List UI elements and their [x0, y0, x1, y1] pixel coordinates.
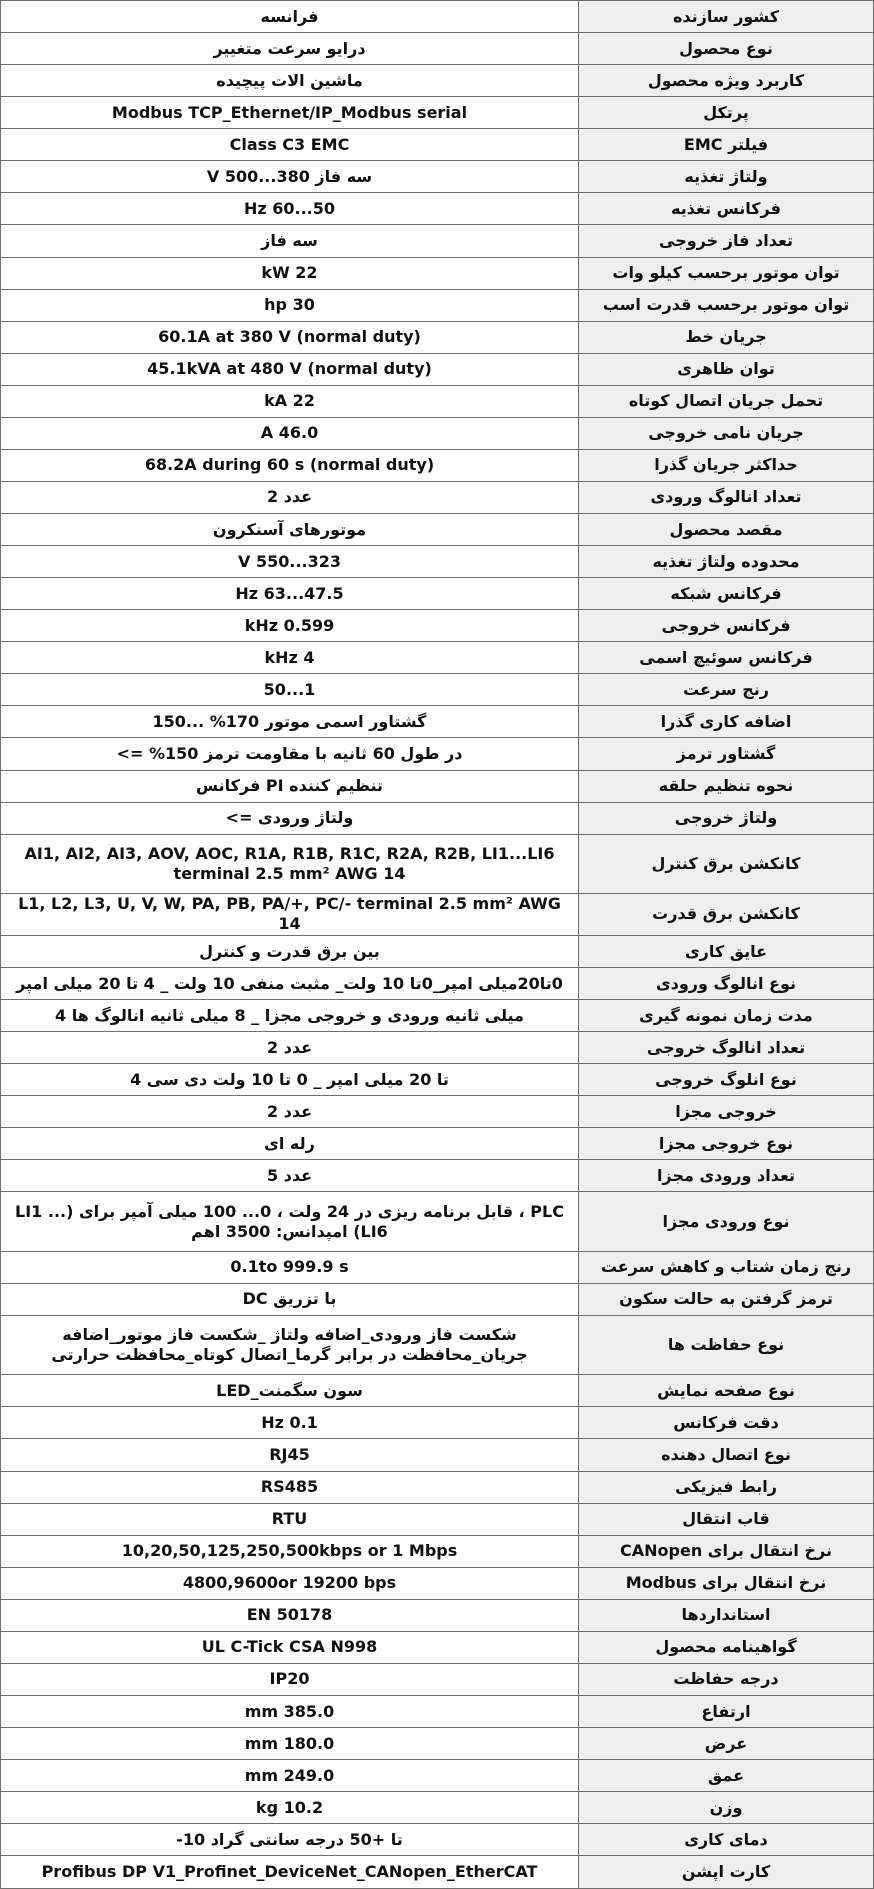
- spec-value: 10.2 kg: [1, 1792, 579, 1824]
- spec-key: نحوه تنظیم حلقه: [579, 770, 874, 802]
- spec-row: [1, 1824, 874, 1856]
- spec-key: نوع حفاظت ها: [579, 1315, 874, 1374]
- spec-key: کانکشن برق قدرت: [579, 894, 874, 936]
- spec-value: 60.1A at 380 V (normal duty): [1, 321, 579, 353]
- spec-row: [1, 1251, 874, 1283]
- spec-key: دقت فرکانس: [579, 1407, 874, 1439]
- spec-row: [1, 1407, 874, 1439]
- spec-key: تعداد فاز خروجی: [579, 225, 874, 257]
- spec-value: 323...550 V: [1, 546, 579, 578]
- spec-row: [1, 353, 874, 385]
- spec-value: 50...60 Hz: [1, 193, 579, 225]
- spec-value: 22 kA: [1, 385, 579, 417]
- spec-key: محدوده ولتاژ تغذیه: [579, 546, 874, 578]
- spec-key: تعداد انالوگ خروجی: [579, 1032, 874, 1064]
- spec-value: در طول 60 ثانیه با مقاومت ترمز 150% =>: [1, 738, 579, 770]
- spec-row: [1, 935, 874, 967]
- spec-value: 0.1to 999.9 s: [1, 1251, 579, 1283]
- spec-value: 180.0 mm: [1, 1728, 579, 1760]
- spec-row: [1, 1, 874, 33]
- spec-row: [1, 578, 874, 610]
- spec-row: [1, 546, 874, 578]
- spec-key: کاربرد ویژه محصول: [579, 65, 874, 97]
- spec-value: ولتاژ ورودی =>: [1, 802, 579, 834]
- spec-value: تا +50 درجه سانتی گراد 10-: [1, 1824, 579, 1856]
- spec-value: بین برق قدرت و کنترل: [1, 935, 579, 967]
- spec-row: [1, 642, 874, 674]
- spec-key: قاب انتقال: [579, 1503, 874, 1535]
- spec-key: اضافه کاری گذرا: [579, 706, 874, 738]
- spec-value: Class C3 EMC: [1, 129, 579, 161]
- spec-key: نرخ انتقال برای Modbus: [579, 1567, 874, 1599]
- spec-value: عدد 2: [1, 481, 579, 513]
- spec-value: 46.0 A: [1, 417, 579, 449]
- spec-value: L1, L2, L3, U, V, W, PA, PB, PA/+, PC/- terminal 2.5 mm² AWG 14: [1, 894, 579, 936]
- spec-value: AI1, AI2, AI3, AOV, AOC, R1A, R1B, R1C, R2A, R2B, LI1...LI6 terminal 2.5 mm² AWG 14: [1, 834, 579, 893]
- spec-value: تا 20 میلی امپر _ 0 تا 10 ولت دی سی 4: [1, 1064, 579, 1096]
- spec-value: Profibus DP V1_Profinet_DeviceNet_CANopen_EtherCAT: [1, 1856, 579, 1889]
- spec-key: کارت اپشن: [579, 1856, 874, 1889]
- spec-key: ترمز گرفتن به حالت سکون: [579, 1283, 874, 1315]
- spec-value: 30 hp: [1, 289, 579, 321]
- spec-row: [1, 894, 874, 936]
- spec-value: 249.0 mm: [1, 1760, 579, 1792]
- spec-row: [1, 514, 874, 546]
- spec-row: [1, 802, 874, 834]
- spec-key: عرض: [579, 1728, 874, 1760]
- spec-key: نوع محصول: [579, 33, 874, 65]
- spec-value: گشتاور اسمی موتور 170% ...150: [1, 706, 579, 738]
- spec-value: 0تا20میلی امپر_0تا 10 ولت_ مثبت منفی 10 ولت _ 4 تا 20 میلی امپر: [1, 968, 579, 1000]
- spec-value: PLC ، قابل برنامه ریزی در 24 ولت ، 0... 100 میلی آمپر برای (LI1 ... LI6) امپدانس: 3500 اهم: [1, 1192, 579, 1251]
- spec-row: [1, 1032, 874, 1064]
- spec-key: درجه حفاظت: [579, 1663, 874, 1695]
- spec-value: 10,20,50,125,250,500kbps or 1 Mbps: [1, 1535, 579, 1567]
- spec-value: 4800,9600or 19200 bps: [1, 1567, 579, 1599]
- spec-key: فرکانس تغذیه: [579, 193, 874, 225]
- spec-row: [1, 1599, 874, 1631]
- spec-key: گواهینامه محصول: [579, 1631, 874, 1663]
- spec-row: [1, 257, 874, 289]
- spec-value: موتورهای آسنکرون: [1, 514, 579, 546]
- spec-row: [1, 1439, 874, 1471]
- spec-key: فیلتر EMC: [579, 129, 874, 161]
- spec-value: 0.1 Hz: [1, 1407, 579, 1439]
- spec-key: تعداد ورودی مجزا: [579, 1160, 874, 1192]
- spec-table-body: [1, 1, 874, 1889]
- spec-row: [1, 193, 874, 225]
- spec-row: [1, 1192, 874, 1251]
- spec-row: [1, 129, 874, 161]
- spec-key: مقصد محصول: [579, 514, 874, 546]
- spec-key: نوع اتصال دهنده: [579, 1439, 874, 1471]
- spec-key: فرکانس شبکه: [579, 578, 874, 610]
- spec-key: توان ظاهری: [579, 353, 874, 385]
- spec-key: نوع انالوگ ورودی: [579, 968, 874, 1000]
- spec-row: [1, 321, 874, 353]
- spec-value: سه فاز 380...500 V: [1, 161, 579, 193]
- spec-row: [1, 1064, 874, 1096]
- spec-row: [1, 1315, 874, 1374]
- spec-key: پرتکل: [579, 97, 874, 129]
- spec-row: [1, 1096, 874, 1128]
- spec-value: میلی ثانیه ورودی و خروجی مجزا _ 8 میلی ثانیه انالوگ ها 4: [1, 1000, 579, 1032]
- spec-row: [1, 161, 874, 193]
- spec-key: ارتفاع: [579, 1695, 874, 1727]
- spec-key: استانداردها: [579, 1599, 874, 1631]
- spec-key: وزن: [579, 1792, 874, 1824]
- spec-value: RTU: [1, 1503, 579, 1535]
- spec-row: [1, 1792, 874, 1824]
- spec-key: مدت زمان نمونه گیری: [579, 1000, 874, 1032]
- spec-value: با تزریق DC: [1, 1283, 579, 1315]
- spec-key: فرکانس خروجی: [579, 610, 874, 642]
- spec-value: RS485: [1, 1471, 579, 1503]
- spec-value: 47.5...63 Hz: [1, 578, 579, 610]
- spec-row: [1, 97, 874, 129]
- spec-value: RJ45: [1, 1439, 579, 1471]
- spec-value: عدد 5: [1, 1160, 579, 1192]
- spec-row: [1, 1856, 874, 1889]
- spec-row: [1, 481, 874, 513]
- spec-value: 385.0 mm: [1, 1695, 579, 1727]
- spec-row: [1, 706, 874, 738]
- spec-row: [1, 1503, 874, 1535]
- spec-value: ماشین الات پیچیده: [1, 65, 579, 97]
- spec-row: [1, 770, 874, 802]
- spec-value: 0.599 kHz: [1, 610, 579, 642]
- spec-key: ولتاژ خروجی: [579, 802, 874, 834]
- spec-row: [1, 417, 874, 449]
- spec-value: درایو سرعت متغییر: [1, 33, 579, 65]
- spec-value: 22 kW: [1, 257, 579, 289]
- spec-value: تنظیم کننده PI فرکانس: [1, 770, 579, 802]
- spec-key: دمای کاری: [579, 1824, 874, 1856]
- spec-row: [1, 1663, 874, 1695]
- spec-key: توان موتور برحسب قدرت اسب: [579, 289, 874, 321]
- spec-key: عایق کاری: [579, 935, 874, 967]
- spec-row: [1, 610, 874, 642]
- spec-value: EN 50178: [1, 1599, 579, 1631]
- spec-value: عدد 2: [1, 1096, 579, 1128]
- spec-row: [1, 1728, 874, 1760]
- spec-key: نوع صفحه نمایش: [579, 1375, 874, 1407]
- spec-value: فرانسه: [1, 1, 579, 33]
- spec-row: [1, 1283, 874, 1315]
- spec-key: فرکانس سوئیچ اسمی: [579, 642, 874, 674]
- spec-value: سون سگمنت_LED: [1, 1375, 579, 1407]
- spec-value: سه فاز: [1, 225, 579, 257]
- spec-row: [1, 968, 874, 1000]
- spec-key: گشتاور ترمز: [579, 738, 874, 770]
- spec-value: رله ای: [1, 1128, 579, 1160]
- spec-row: [1, 225, 874, 257]
- spec-key: تحمل جریان اتصال کوتاه: [579, 385, 874, 417]
- spec-row: [1, 1535, 874, 1567]
- spec-value: Modbus TCP_Ethernet/IP_Modbus serial: [1, 97, 579, 129]
- spec-key: حداکثر جریان گذرا: [579, 449, 874, 481]
- spec-value: عدد 2: [1, 1032, 579, 1064]
- spec-row: [1, 1160, 874, 1192]
- spec-value: 4 kHz: [1, 642, 579, 674]
- spec-key: جریان نامی خروجی: [579, 417, 874, 449]
- spec-value: UL C-Tick CSA N998: [1, 1631, 579, 1663]
- spec-row: [1, 1000, 874, 1032]
- spec-row: [1, 1695, 874, 1727]
- spec-key: رنج زمان شتاب و کاهش سرعت: [579, 1251, 874, 1283]
- spec-value: شکست فاز ورودی_اضافه ولتاژ _شکست فاز موتور_اضافه جریان_محافظت در برابر گرما_اتصال کوتاه_محافظت حرارتی: [1, 1315, 579, 1374]
- spec-row: [1, 674, 874, 706]
- spec-row: [1, 289, 874, 321]
- spec-row: [1, 834, 874, 893]
- spec-value: IP20: [1, 1663, 579, 1695]
- spec-key: کانکشن برق کنترل: [579, 834, 874, 893]
- spec-value: 1...50: [1, 674, 579, 706]
- spec-key: رنج سرعت: [579, 674, 874, 706]
- spec-row: [1, 1567, 874, 1599]
- spec-row: [1, 738, 874, 770]
- spec-key: نرخ انتقال برای CANopen: [579, 1535, 874, 1567]
- spec-key: رابط فیزیکی: [579, 1471, 874, 1503]
- spec-key: عمق: [579, 1760, 874, 1792]
- spec-row: [1, 1471, 874, 1503]
- spec-row: [1, 385, 874, 417]
- spec-row: [1, 1128, 874, 1160]
- spec-value: 68.2A during 60 s (normal duty): [1, 449, 579, 481]
- spec-row: [1, 449, 874, 481]
- spec-key: جریان خط: [579, 321, 874, 353]
- spec-key: ولتاژ تغذیه: [579, 161, 874, 193]
- spec-value: 45.1kVA at 480 V (normal duty): [1, 353, 579, 385]
- spec-row: [1, 1631, 874, 1663]
- spec-key: خروجی مجزا: [579, 1096, 874, 1128]
- spec-row: [1, 1760, 874, 1792]
- spec-row: [1, 33, 874, 65]
- spec-key: توان موتور برحسب کیلو وات: [579, 257, 874, 289]
- spec-key: تعداد انالوگ ورودی: [579, 481, 874, 513]
- spec-row: [1, 1375, 874, 1407]
- spec-key: نوع خروجی مجزا: [579, 1128, 874, 1160]
- spec-key: کشور سازنده: [579, 1, 874, 33]
- spec-key: نوع ورودی مجزا: [579, 1192, 874, 1251]
- spec-row: [1, 65, 874, 97]
- spec-key: نوع انلوگ خروجی: [579, 1064, 874, 1096]
